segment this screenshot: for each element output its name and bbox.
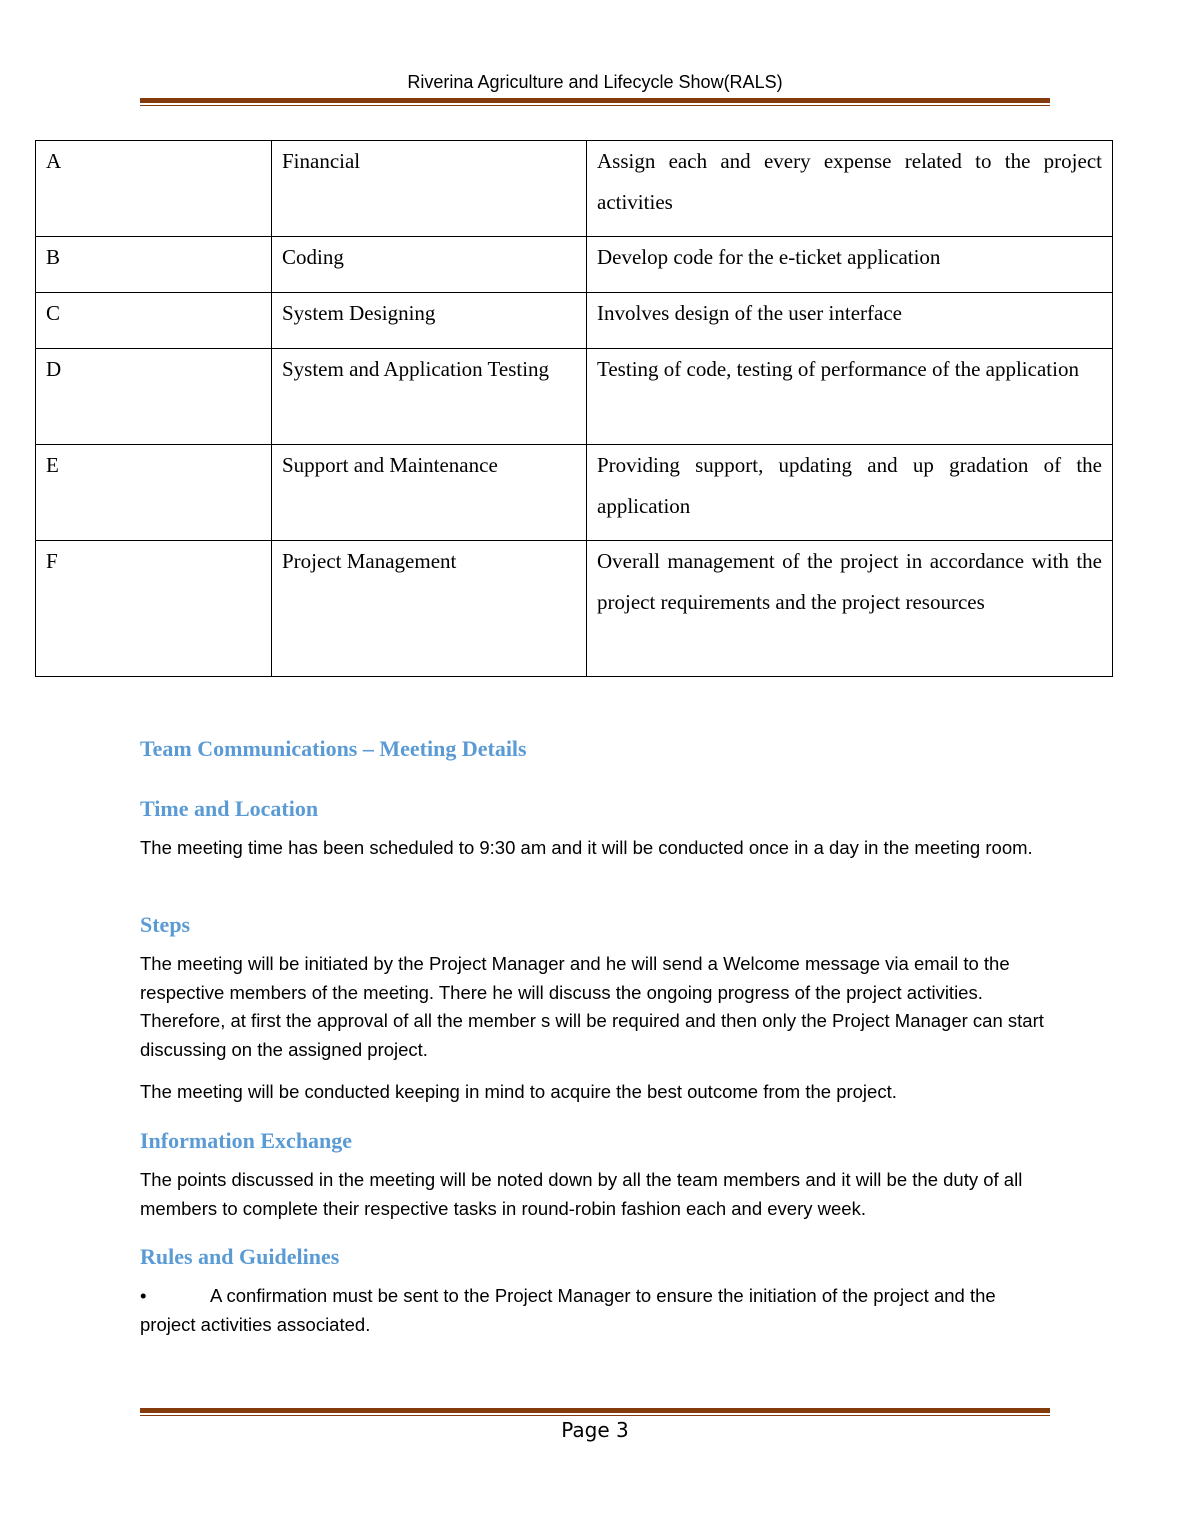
task-id-cell: F [36,541,272,677]
task-id-cell: B [36,237,272,293]
table-row [36,141,1113,237]
steps-text-1: The meeting will be initiated by the Project Manager and he will send a Welcome message via email to the respective members of the meeting. There he will discuss the ongoing progress of the project activities. Therefore, at first the approval of all the member s will be required and then only the Project Manager can start discussing on the assigned project. [140,953,1044,1060]
task-name-cell: System and Application Testing [272,349,587,445]
task-description-cell: Involves design of the user interface [587,293,1113,349]
header-rule-thick [140,98,1050,103]
info-exchange-heading: Information Exchange [140,1128,353,1153]
document-header-title: Riverina Agriculture and Lifecycle Show(RALS) [407,72,783,92]
task-name-cell: Support and Maintenance [272,445,587,541]
bullet-icon: • [140,1285,147,1306]
task-name-cell: Financial [272,141,587,237]
time-location-text: The meeting time has been scheduled to 9:30 am and it will be conducted once in a day in the meeting room. [140,837,1033,858]
task-description-cell: Testing of code, testing of performance of the application [587,349,1113,445]
task-id-cell: D [36,349,272,445]
task-name-cell: Coding [272,237,587,293]
task-description-cell: Overall management of the project in accordance with the project requirements and the project resources [587,541,1113,677]
steps-heading: Steps [140,912,191,937]
task-description-cell: Assign each and every expense related to the project activities [587,141,1113,237]
footer-rule-thick [140,1408,1050,1413]
task-name-cell: System Designing [272,293,587,349]
list-item [140,1282,1045,1339]
table-row [36,293,1113,349]
task-id-cell: E [36,445,272,541]
task-id-cell: A [36,141,272,237]
rules-heading: Rules and Guidelines [140,1244,340,1269]
section-title: Team Communications – Meeting Details [140,736,527,761]
task-name-cell: Project Management [272,541,587,677]
table-row [36,445,1113,541]
steps-text-2: The meeting will be conducted keeping in mind to acquire the best outcome from the project. [140,1081,897,1102]
table-row [36,541,1113,677]
info-exchange-text: The points discussed in the meeting will be noted down by all the team members and it will be the duty of all members to complete their respective tasks in round-robin fashion each and every week. [140,1169,1023,1219]
header-rule-thin [140,105,1050,106]
task-id-cell: C [36,293,272,349]
footer-rule-thin [140,1415,1050,1416]
task-table [35,140,1113,677]
rules-bullet-text: A confirmation must be sent to the Project Manager to ensure the initiation of the project and the project activities associated. [140,1285,996,1335]
time-location-heading: Time and Location [140,796,319,821]
table-row [36,237,1113,293]
page-number: Page 3 [561,1418,629,1442]
task-description-cell: Providing support, updating and up gradation of the application [587,445,1113,541]
task-description-cell: Develop code for the e-ticket application [587,237,1113,293]
table-row [36,349,1113,445]
